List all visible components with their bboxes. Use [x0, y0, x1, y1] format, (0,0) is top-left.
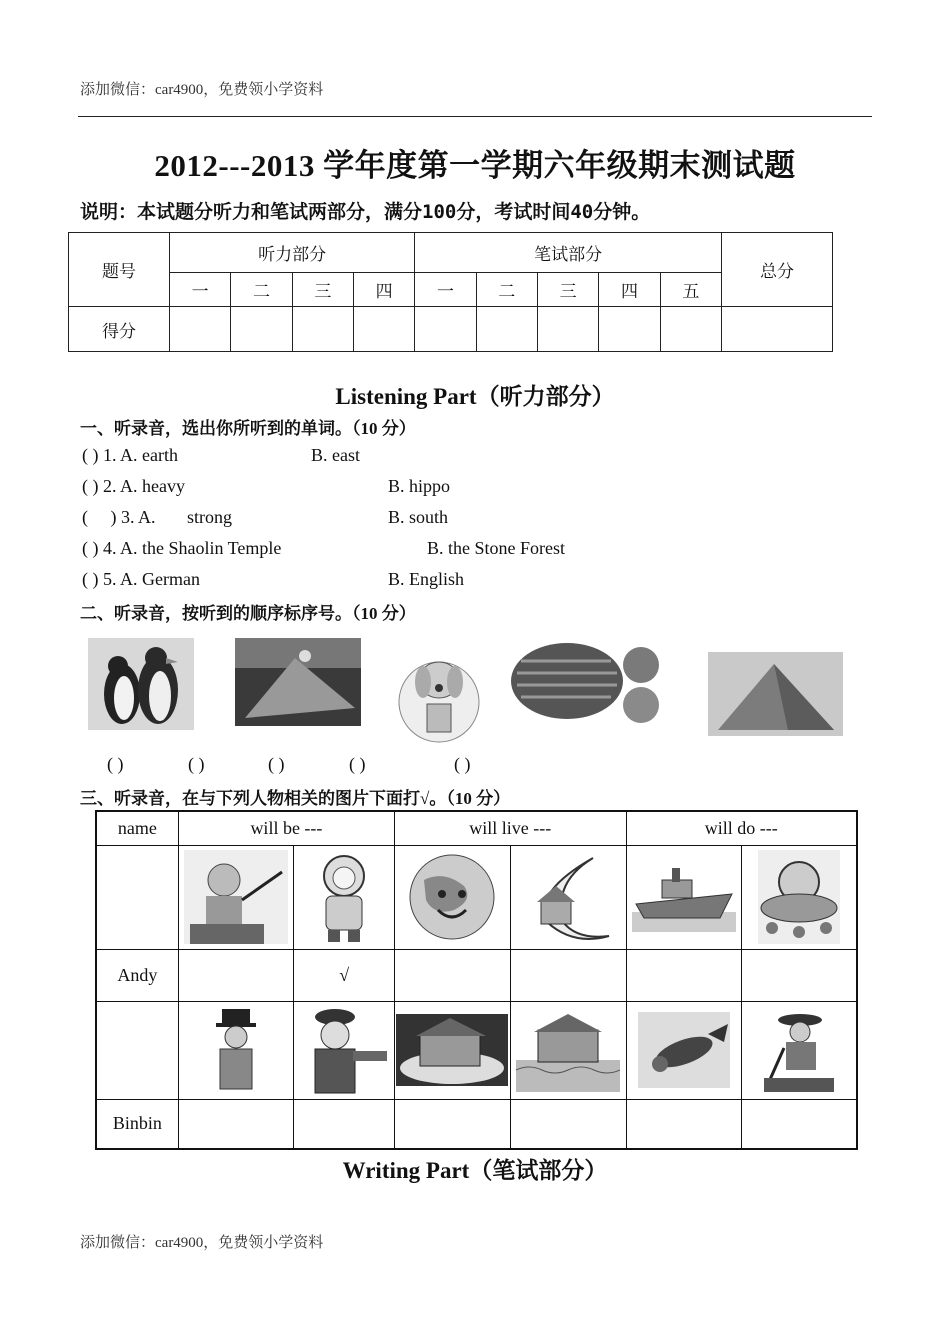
cloud-house-icon [396, 1014, 508, 1086]
empty-cell [96, 845, 178, 949]
pyramid-image [708, 652, 843, 736]
exam-instructions: 说明：本试题分听力和笔试两部分，满分100分，考试时间40分钟。 [80, 201, 651, 223]
answer-cell[interactable] [626, 1099, 742, 1149]
teacher-icon [184, 850, 288, 944]
detective-pic-cell [178, 1001, 294, 1099]
q1-item-1-b: B. east [311, 445, 360, 465]
will-do-header: will do --- [626, 811, 857, 845]
score-cell[interactable] [353, 307, 414, 352]
score-cell[interactable] [292, 307, 353, 352]
page-title: 2012---2013 学年度第一学期六年级期末测试题 [154, 148, 796, 183]
andy-check-cell[interactable]: √ [294, 949, 395, 1001]
q2-title: 二、听录音，按听到的顺序标序号。（10 分） [80, 604, 416, 623]
ship-pic-cell [626, 845, 742, 949]
writing-col: 四 [599, 273, 660, 307]
farmer-icon [764, 1008, 834, 1092]
answer-cell[interactable] [294, 1099, 395, 1149]
answer-cell[interactable] [395, 949, 511, 1001]
q2-answer-2[interactable]: ( ) [188, 754, 205, 774]
farmer-pic-cell [742, 1001, 857, 1099]
header-rule [78, 116, 872, 117]
col-number-header: 题号 [69, 233, 170, 307]
writing-col: 二 [476, 273, 537, 307]
total-score-cell[interactable] [722, 307, 833, 352]
listening-col: 一 [170, 273, 231, 307]
cartoon-dog-image [397, 640, 481, 744]
q1-item-5-b: B. English [388, 569, 465, 589]
answer-cell[interactable] [742, 949, 857, 1001]
score-cell[interactable] [231, 307, 292, 352]
empty-cell [96, 1001, 178, 1099]
andy-name: Andy [96, 949, 178, 1001]
q1-item-2: ( ) 2. A. heavy [82, 476, 185, 496]
score-cell[interactable] [476, 307, 537, 352]
answer-cell[interactable] [178, 949, 294, 1001]
ufo-pic-cell [742, 845, 857, 949]
header-note: 添加微信：car4900，免费领小学资料 [80, 82, 324, 98]
water-house-pic-cell [510, 1001, 626, 1099]
q1-item-3: ( ) 3. A. strong [82, 507, 232, 527]
q1-item-4: ( ) 4. A. the Shaolin Temple [82, 538, 282, 558]
answer-cell[interactable] [395, 1099, 511, 1149]
policeman-icon [299, 1003, 389, 1097]
footer-note: 添加微信：car4900，免费领小学资料 [80, 1235, 324, 1251]
q3-title: 三、听录音，在与下列人物相关的图片下面打√。（10 分） [80, 789, 511, 808]
listening-col: 四 [353, 273, 414, 307]
teacher-pic-cell [178, 845, 294, 949]
answer-cell[interactable] [510, 1099, 626, 1149]
astronaut-icon [304, 850, 384, 944]
earth-icon [404, 850, 500, 944]
noodles-food-image [511, 641, 661, 725]
listening-col: 二 [231, 273, 292, 307]
scene-image [235, 638, 361, 726]
penguins-image [88, 638, 194, 730]
q2-answer-3[interactable]: ( ) [268, 754, 285, 774]
q1-item-2-b: B. hippo [388, 476, 451, 496]
writing-col: 一 [415, 273, 476, 307]
q2-answer-5[interactable]: ( ) [454, 754, 471, 774]
score-cell[interactable] [660, 307, 721, 352]
will-live-header: will live --- [395, 811, 626, 845]
answer-cell[interactable] [626, 949, 742, 1001]
q3-table [95, 810, 858, 1150]
score-cell[interactable] [415, 307, 476, 352]
q1-item-5: ( ) 5. A. German [82, 569, 200, 589]
earth-pic-cell [395, 845, 511, 949]
answer-cell[interactable] [510, 949, 626, 1001]
writing-heading: Writing Part（笔试部分） [342, 1158, 608, 1183]
score-cell[interactable] [599, 307, 660, 352]
total-header: 总分 [722, 233, 833, 307]
q1-item-1: ( ) 1. A. earth [82, 445, 178, 465]
detective-icon [208, 1003, 264, 1097]
cloud-house-pic-cell [395, 1001, 511, 1099]
water-house-icon [516, 1008, 620, 1092]
moon-pic-cell [510, 845, 626, 949]
q1-item-4-b: B. the Stone Forest [427, 538, 565, 558]
astronaut-pic-cell [294, 845, 395, 949]
ship-icon [632, 862, 736, 932]
listening-col: 三 [292, 273, 353, 307]
diver-pic-cell [626, 1001, 742, 1099]
binbin-name: Binbin [96, 1099, 178, 1149]
q1-item-3-b: B. south [388, 507, 449, 527]
q2-answer-4[interactable]: ( ) [349, 754, 366, 774]
listening-part-header: 听力部分 [170, 233, 415, 273]
listening-heading: Listening Part（听力部分） [335, 384, 615, 409]
spaceship-icon [758, 850, 840, 944]
score-table [68, 232, 833, 352]
name-header: name [96, 811, 178, 845]
q1-title: 一、听录音，选出你所听到的单词。（10 分） [80, 419, 416, 438]
policeman-pic-cell [294, 1001, 395, 1099]
diver-icon [638, 1012, 730, 1088]
score-cell[interactable] [170, 307, 231, 352]
will-be-header: will be --- [178, 811, 394, 845]
score-cell[interactable] [537, 307, 598, 352]
answer-cell[interactable] [178, 1099, 294, 1149]
q2-answer-1[interactable]: ( ) [107, 754, 124, 774]
answer-cell[interactable] [742, 1099, 857, 1149]
writing-col: 五 [660, 273, 721, 307]
moon-house-icon [523, 852, 613, 942]
writing-part-header: 笔试部分 [415, 233, 722, 273]
score-row-label: 得分 [69, 307, 170, 352]
writing-col: 三 [537, 273, 598, 307]
